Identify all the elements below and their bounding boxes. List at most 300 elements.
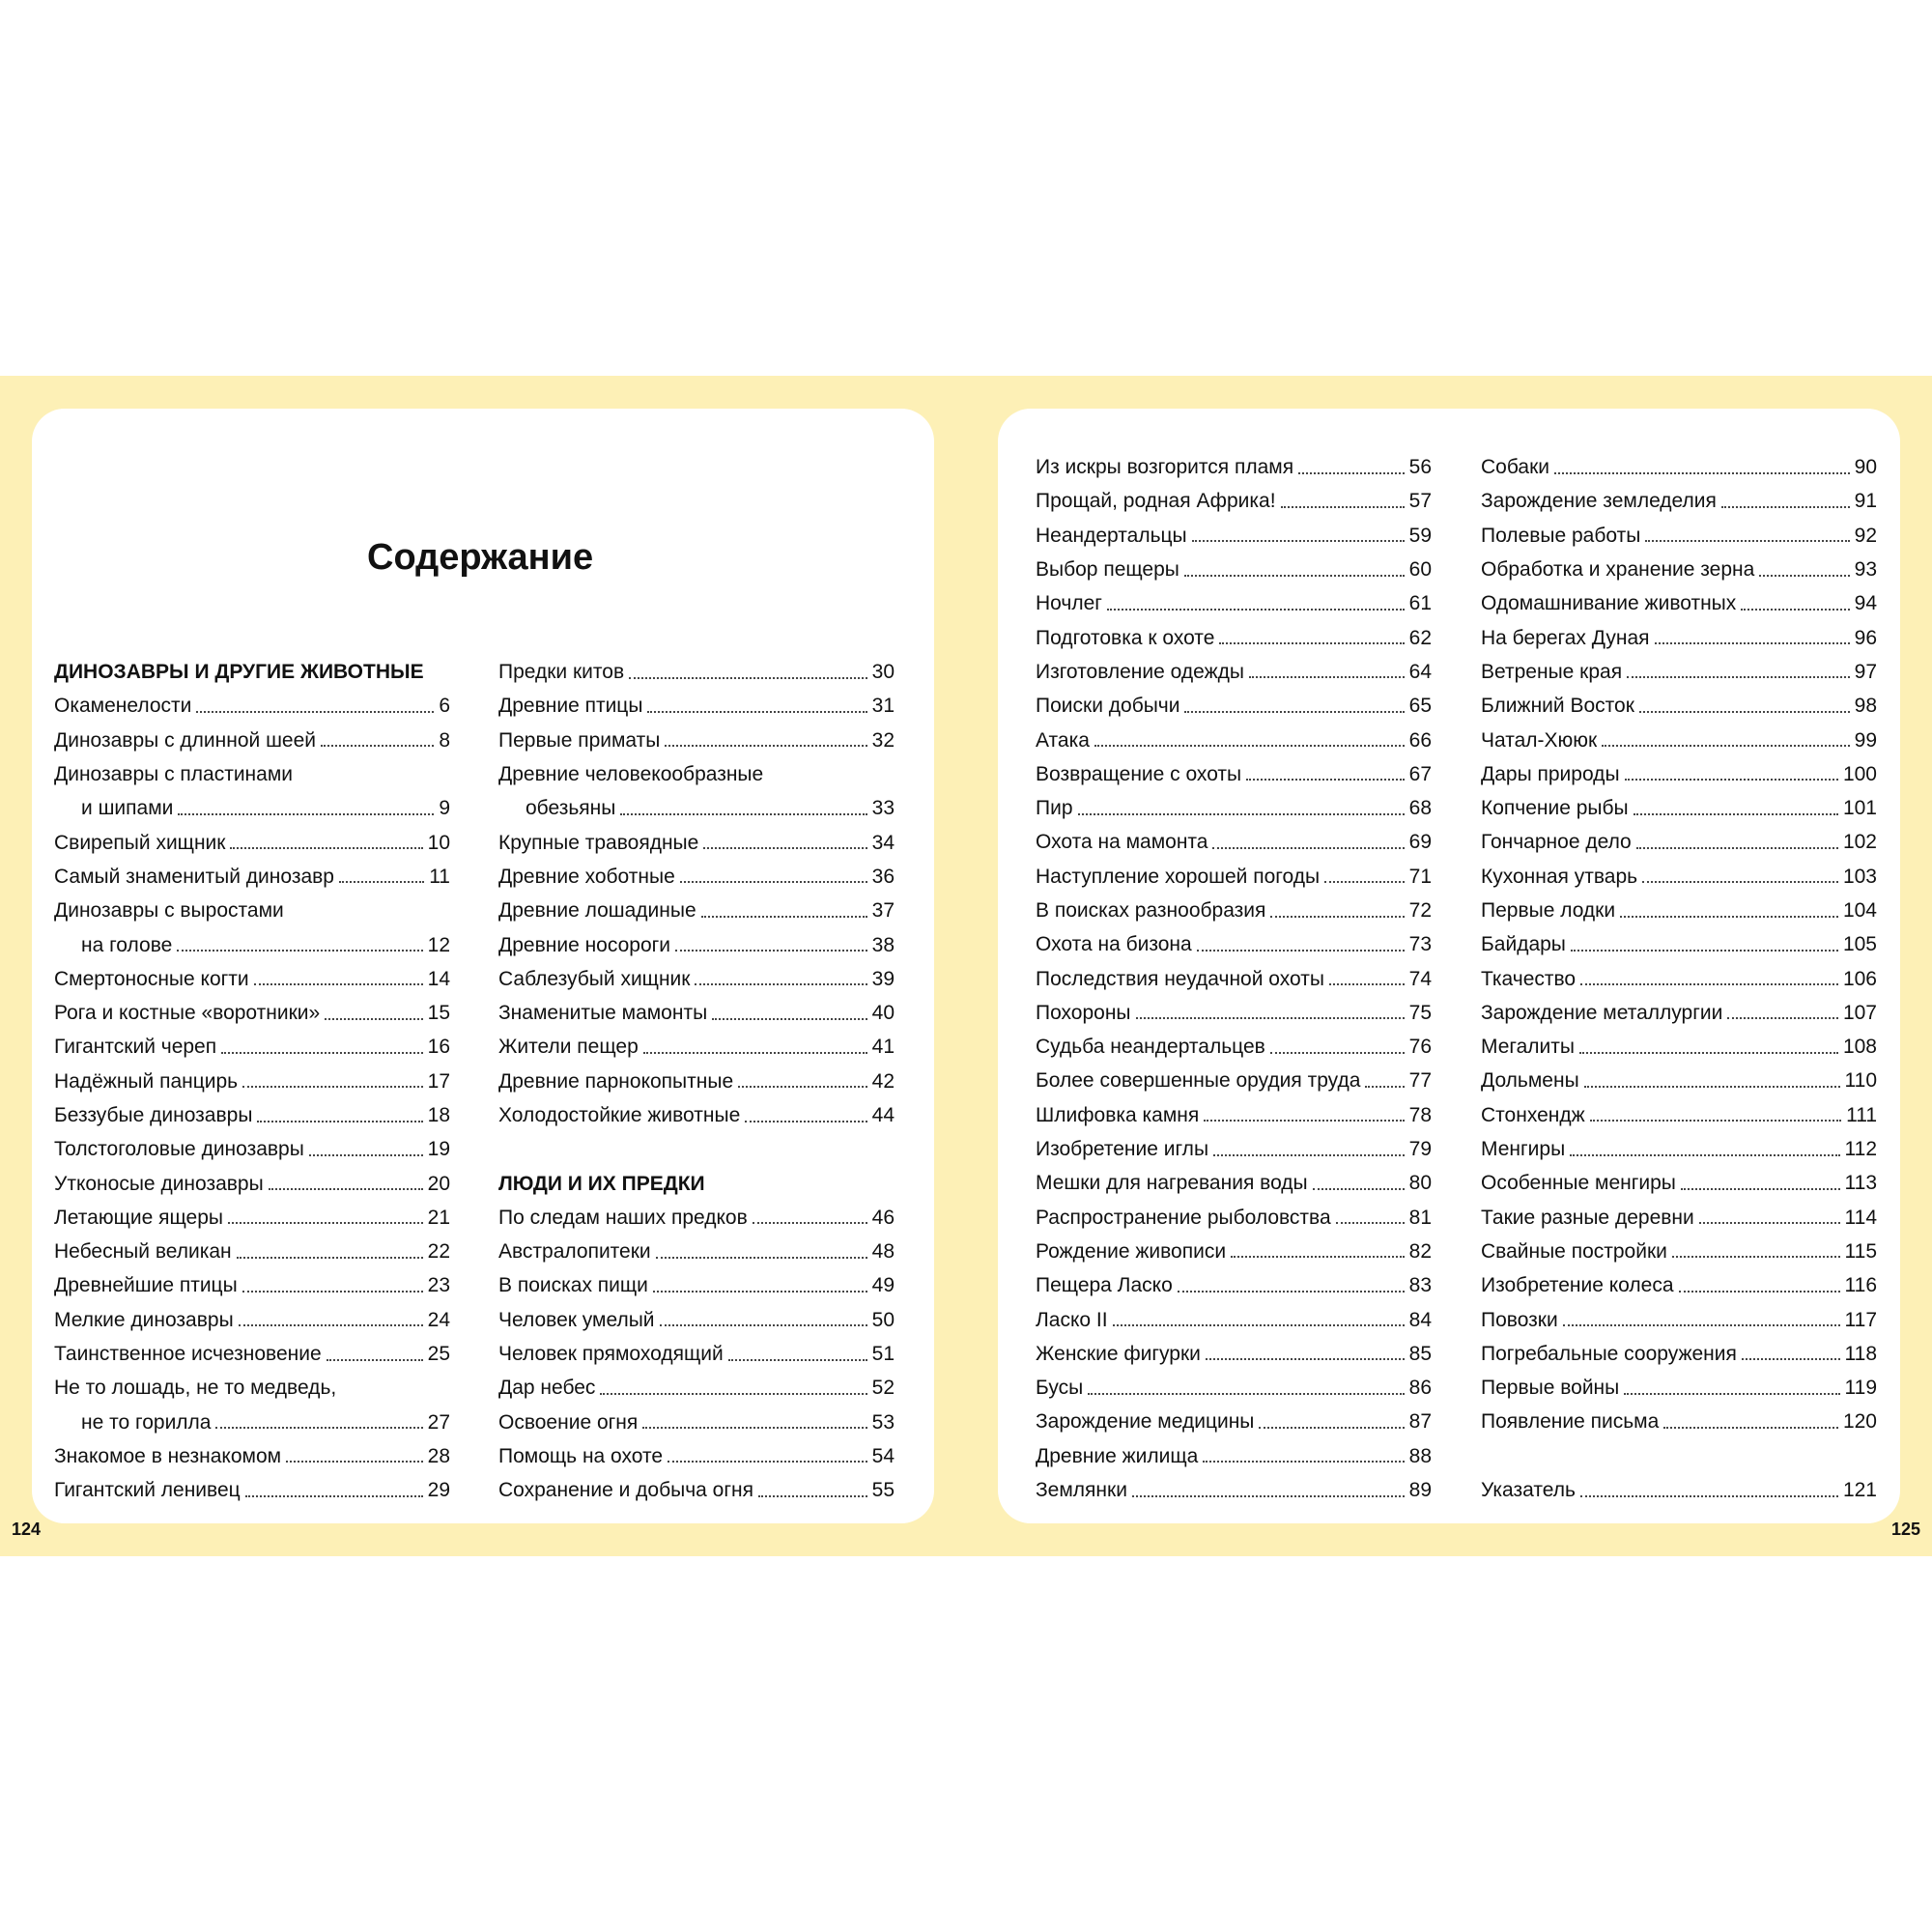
dot-leader xyxy=(1107,609,1405,611)
toc-entry xyxy=(1036,484,1432,518)
toc-entry-title: Повозки xyxy=(1481,1308,1558,1331)
dot-leader xyxy=(728,1359,867,1361)
dot-leader xyxy=(1639,711,1850,713)
toc-entry-title: Чатал-Хююк xyxy=(1481,728,1598,752)
dot-leader xyxy=(245,1495,423,1497)
toc-entry-title: Ночлег xyxy=(1036,592,1102,615)
page-title: Содержание xyxy=(367,537,594,578)
toc-entry-page: 20 xyxy=(427,1172,450,1195)
toc-entry-page: 64 xyxy=(1408,660,1432,683)
toc-entry-page: 12 xyxy=(427,933,450,956)
toc-entry-page: 9 xyxy=(439,797,450,820)
dot-leader xyxy=(215,1427,422,1429)
toc-entry-title: Прощай, родная Африка! xyxy=(1036,490,1276,513)
toc-entry xyxy=(54,1406,450,1439)
toc-entry-title: Надёжный панцирь xyxy=(54,1069,239,1093)
toc-entry xyxy=(498,996,895,1030)
dot-leader xyxy=(1721,506,1850,508)
toc-column-1 xyxy=(54,655,450,1507)
page-number-right: 125 xyxy=(1890,1520,1920,1539)
toc-entry-title: Древние птицы xyxy=(498,695,643,718)
toc-entry-page: 53 xyxy=(871,1410,895,1434)
toc-entry-title: Знаменитые мамонты xyxy=(498,1002,708,1025)
toc-entry-page: 23 xyxy=(427,1274,450,1297)
toc-entry-page: 94 xyxy=(1854,592,1877,615)
toc-entry-page: 110 xyxy=(1844,1069,1877,1093)
toc-entry-page: 121 xyxy=(1842,1479,1877,1502)
toc-entry-title: Гигантский череп xyxy=(54,1036,217,1059)
toc-entry-page: 24 xyxy=(427,1308,450,1331)
toc-entry-title: Дары природы xyxy=(1481,762,1620,785)
toc-entry xyxy=(1036,927,1432,961)
toc-entry-title: Атака xyxy=(1036,728,1090,752)
toc-entry-page: 99 xyxy=(1854,728,1877,752)
dot-leader xyxy=(629,677,867,679)
toc-entry-page: 107 xyxy=(1842,1001,1877,1024)
toc-entry xyxy=(498,791,895,825)
toc-entry-title: Древнейшие птицы xyxy=(54,1274,238,1297)
toc-entry xyxy=(1036,791,1432,825)
dot-leader xyxy=(286,1461,423,1463)
dot-leader xyxy=(701,916,867,918)
toc-entry-page: 57 xyxy=(1408,490,1432,513)
toc-entry-page: 46 xyxy=(871,1206,895,1229)
dot-leader xyxy=(1078,813,1405,815)
toc-entry xyxy=(1481,1132,1877,1166)
toc-entry-title: Динозавры с выростами xyxy=(54,899,284,923)
dot-leader xyxy=(1259,1427,1404,1429)
toc-entry xyxy=(1481,927,1877,961)
toc-entry xyxy=(498,1030,895,1064)
toc-entry-page: 90 xyxy=(1854,456,1877,479)
dot-leader xyxy=(1642,881,1838,883)
toc-entry-title: Зарождение земледелия xyxy=(1481,490,1717,513)
toc-entry-page: 101 xyxy=(1842,797,1877,820)
toc-entry xyxy=(54,1268,450,1302)
toc-entry-page: 119 xyxy=(1844,1377,1877,1400)
toc-entry xyxy=(1481,894,1877,927)
toc-entry-page: 60 xyxy=(1408,558,1432,582)
toc-entry xyxy=(54,1473,450,1507)
dot-leader xyxy=(1313,1188,1405,1190)
toc-entry xyxy=(1036,825,1432,859)
dot-leader xyxy=(1759,575,1849,577)
toc-entry xyxy=(54,791,450,825)
toc-entry xyxy=(1481,996,1877,1030)
toc-entry-page: 98 xyxy=(1854,695,1877,718)
toc-entry xyxy=(1481,961,1877,995)
toc-entry xyxy=(498,757,895,791)
toc-entry-title: Неандертальцы xyxy=(1036,524,1187,547)
dot-leader xyxy=(1580,983,1838,985)
toc-entry xyxy=(1036,450,1432,484)
dot-leader xyxy=(1136,1017,1405,1019)
toc-entry xyxy=(54,1065,450,1098)
toc-entry-title: Бусы xyxy=(1036,1377,1084,1400)
toc-entry-title: Пещера Ласко xyxy=(1036,1274,1173,1297)
toc-entry-page: 87 xyxy=(1408,1410,1432,1434)
toc-entry xyxy=(1036,519,1432,553)
toc-entry-page: 31 xyxy=(871,695,895,718)
toc-entry-page: 41 xyxy=(871,1036,895,1059)
dot-leader xyxy=(254,983,423,985)
toc-entry-title: По следам наших предков xyxy=(498,1206,748,1229)
dot-leader xyxy=(660,1324,867,1326)
dot-leader xyxy=(1655,642,1850,644)
toc-section-heading xyxy=(54,655,450,689)
toc-entry xyxy=(1036,894,1432,927)
toc-entry-title: Древние парнокопытные xyxy=(498,1069,734,1093)
dot-leader xyxy=(1281,506,1405,508)
toc-entry-title: Гончарное дело xyxy=(1481,831,1632,854)
toc-entry-page: 18 xyxy=(427,1104,450,1126)
dot-leader xyxy=(321,745,434,747)
toc-entry xyxy=(498,1439,895,1473)
toc-entry xyxy=(498,655,895,689)
toc-entry xyxy=(1036,961,1432,995)
toc-entry-page: 116 xyxy=(1844,1274,1877,1297)
toc-entry xyxy=(1036,757,1432,791)
toc-section-heading xyxy=(498,1166,895,1200)
toc-entry-page: 62 xyxy=(1408,626,1432,649)
toc-entry-page: 103 xyxy=(1842,865,1877,888)
dot-leader xyxy=(1270,1052,1405,1054)
toc-entry xyxy=(1036,1201,1432,1235)
toc-entry xyxy=(54,1201,450,1235)
dot-leader xyxy=(753,1222,867,1224)
dot-leader xyxy=(177,950,422,952)
toc-entry-page: 28 xyxy=(427,1444,450,1467)
toc-entry-page: 54 xyxy=(871,1444,895,1467)
toc-entry-title: Менгиры xyxy=(1481,1138,1566,1161)
toc-entry xyxy=(1481,1030,1877,1064)
toc-entry-title: Человек прямоходящий xyxy=(498,1343,724,1366)
toc-entry xyxy=(1481,484,1877,518)
toc-entry-title: Динозавры с пластинами xyxy=(54,763,293,786)
dot-leader xyxy=(1298,472,1405,474)
dot-leader xyxy=(695,983,867,985)
dot-leader xyxy=(665,745,867,747)
toc-entry-title: Стонхендж xyxy=(1481,1103,1585,1126)
toc-entry-page: 36 xyxy=(871,865,895,888)
toc-entry-page: 92 xyxy=(1854,524,1877,547)
toc-entry-title: Освоение огня xyxy=(498,1410,639,1434)
toc-entry-title: Дар небес xyxy=(498,1377,596,1400)
toc-entry-page: 30 xyxy=(871,661,895,684)
dot-leader xyxy=(230,847,422,849)
toc-entry xyxy=(54,894,450,927)
toc-entry-title: Крупные травоядные xyxy=(498,831,699,854)
toc-entry xyxy=(54,860,450,894)
dot-leader xyxy=(1570,1154,1839,1156)
toc-column-4 xyxy=(1481,450,1877,1507)
toc-entry-page: 10 xyxy=(427,831,450,854)
toc-entry xyxy=(1036,1030,1432,1064)
toc-entry xyxy=(1036,1235,1432,1268)
dot-leader xyxy=(1246,779,1405,781)
dot-leader xyxy=(675,950,867,952)
toc-entry-page: 17 xyxy=(427,1069,450,1093)
toc-entry xyxy=(1481,1405,1877,1438)
dot-leader xyxy=(1624,1393,1839,1395)
toc-entry-page: 51 xyxy=(871,1343,895,1366)
toc-entry-title: Гигантский ленивец xyxy=(54,1479,241,1502)
dot-leader xyxy=(1579,1052,1838,1054)
dot-leader xyxy=(1699,1222,1840,1224)
dot-leader xyxy=(1324,881,1405,883)
toc-entry xyxy=(1481,1235,1877,1268)
toc-entry-page: 83 xyxy=(1408,1274,1432,1297)
dot-leader xyxy=(758,1495,867,1497)
toc-entry-title: Таинственное исчезновение xyxy=(54,1343,322,1366)
dot-leader xyxy=(703,847,867,849)
toc-entry-title: Погребальные сооружения xyxy=(1481,1342,1737,1365)
toc-entry xyxy=(1481,620,1877,654)
toc-entry xyxy=(54,689,450,723)
toc-entry xyxy=(54,996,450,1030)
toc-entry-page: 115 xyxy=(1844,1239,1877,1263)
toc-column-3 xyxy=(1036,450,1432,1507)
toc-entry xyxy=(1036,1302,1432,1336)
section-heading-text: ДИНОЗАВРЫ И ДРУГИЕ ЖИВОТНЫЕ xyxy=(54,661,424,684)
toc-entry-title: Мелкие динозавры xyxy=(54,1308,234,1331)
toc-entry-title: Древние человекообразные xyxy=(498,763,764,786)
dot-leader xyxy=(228,1222,423,1224)
toc-entry-title: Судьба неандертальцев xyxy=(1036,1036,1265,1059)
toc-entry-page: 65 xyxy=(1408,695,1432,718)
toc-entry-page: 29 xyxy=(427,1479,450,1502)
toc-entry-title: Изготовление одежды xyxy=(1036,660,1244,683)
dot-leader xyxy=(221,1052,423,1054)
toc-entry-page: 22 xyxy=(427,1240,450,1264)
toc-entry-page: 72 xyxy=(1408,899,1432,922)
toc-entry-title: Древние жилища xyxy=(1036,1444,1199,1467)
toc-entry-title: Похороны xyxy=(1036,1001,1131,1024)
toc-entry-title: Рождение живописи xyxy=(1036,1239,1227,1263)
toc-entry-title: Из искры возгорится пламя xyxy=(1036,456,1294,479)
toc-entry xyxy=(1036,1166,1432,1200)
toc-entry-title: Шлифовка камня xyxy=(1036,1103,1200,1126)
dot-leader xyxy=(1204,1120,1404,1122)
toc-entry-title: Мешки для нагревания воды xyxy=(1036,1172,1308,1195)
toc-entry-page: 73 xyxy=(1408,933,1432,956)
toc-entry-page: 102 xyxy=(1842,831,1877,854)
toc-entry xyxy=(1036,996,1432,1030)
toc-entry xyxy=(1036,723,1432,756)
toc-entry xyxy=(54,724,450,757)
toc-entry-page: 56 xyxy=(1408,456,1432,479)
dot-leader xyxy=(1197,950,1405,952)
dot-leader xyxy=(1727,1017,1838,1019)
toc-entry xyxy=(498,825,895,859)
dot-leader xyxy=(178,813,434,815)
toc-entry-title: на голове xyxy=(81,933,173,956)
toc-entry xyxy=(54,962,450,996)
dot-leader xyxy=(1113,1324,1405,1326)
toc-entry xyxy=(498,1303,895,1337)
dot-leader xyxy=(242,1086,423,1088)
toc-entry-title: Не то лошадь, не то медведь, xyxy=(54,1377,337,1400)
toc-entry-page: 82 xyxy=(1408,1239,1432,1263)
toc-entry xyxy=(54,1098,450,1132)
toc-entry xyxy=(1036,1132,1432,1166)
dot-leader xyxy=(1681,1188,1840,1190)
toc-entry xyxy=(1481,586,1877,620)
toc-entry xyxy=(1481,1064,1877,1097)
toc-entry-page: 8 xyxy=(439,728,450,752)
toc-entry-page: 120 xyxy=(1842,1410,1877,1434)
toc-entry-title: Помощь на охоте xyxy=(498,1444,664,1467)
toc-entry-title: Такие разные деревни xyxy=(1481,1206,1694,1229)
toc-entry-title: Смертоносные когти xyxy=(54,967,249,990)
toc-entry-page: 15 xyxy=(427,1002,450,1025)
toc-entry xyxy=(1481,1201,1877,1235)
toc-entry xyxy=(1036,1098,1432,1132)
page-number-left: 124 xyxy=(12,1520,42,1539)
toc-entry-page: 84 xyxy=(1408,1308,1432,1331)
toc-entry xyxy=(1481,1473,1877,1507)
toc-entry-title: Холодостойкие животные xyxy=(498,1104,741,1126)
toc-entry xyxy=(1036,1405,1432,1438)
dot-leader xyxy=(1627,676,1850,678)
dot-leader xyxy=(1206,1358,1405,1360)
dot-leader xyxy=(1184,575,1405,577)
toc-entry-title: Последствия неудачной охоты xyxy=(1036,967,1324,990)
toc-entry-title: Особенные менгиры xyxy=(1481,1172,1676,1195)
dot-leader xyxy=(1336,1222,1405,1224)
dot-leader xyxy=(1365,1086,1404,1088)
dot-leader xyxy=(242,1291,423,1293)
toc-entry xyxy=(498,1406,895,1439)
dot-leader xyxy=(1554,472,1850,474)
toc-spacer xyxy=(498,1132,895,1166)
toc-entry-title: Одомашнивание животных xyxy=(1481,592,1737,615)
toc-entry-title: Первые приматы xyxy=(498,728,661,752)
dot-leader xyxy=(1571,950,1838,952)
toc-entry xyxy=(1481,1268,1877,1302)
section-heading-text: ЛЮДИ И ИХ ПРЕДКИ xyxy=(498,1172,705,1195)
toc-entry-page: 89 xyxy=(1408,1479,1432,1502)
toc-entry xyxy=(54,927,450,961)
toc-entry-page: 74 xyxy=(1408,967,1432,990)
toc-entry-page: 34 xyxy=(871,831,895,854)
toc-entry xyxy=(498,1371,895,1405)
toc-entry-title: Древние хоботные xyxy=(498,865,675,888)
dot-leader xyxy=(1231,1256,1405,1258)
toc-entry-title: Поиски добычи xyxy=(1036,695,1180,718)
toc-entry-page: 114 xyxy=(1844,1206,1877,1229)
toc-entry-title: Обработка и хранение зерна xyxy=(1481,558,1755,582)
toc-entry-page: 14 xyxy=(427,967,450,990)
toc-entry-title: Более совершенные орудия труда xyxy=(1036,1069,1361,1093)
toc-entry-title: Землянки xyxy=(1036,1479,1127,1502)
toc-entry-page: 91 xyxy=(1854,490,1877,513)
toc-entry-title: Свайные постройки xyxy=(1481,1239,1667,1263)
toc-entry-page: 100 xyxy=(1842,762,1877,785)
toc-entry-page: 104 xyxy=(1842,899,1877,922)
dot-leader xyxy=(668,1461,867,1463)
toc-entry xyxy=(498,860,895,894)
toc-entry-title: Первые войны xyxy=(1481,1377,1620,1400)
dot-leader xyxy=(1584,1086,1840,1088)
toc-entry xyxy=(1036,1064,1432,1097)
toc-entry-page: 108 xyxy=(1842,1036,1877,1059)
toc-entry xyxy=(1036,620,1432,654)
dot-leader xyxy=(1620,916,1838,918)
dot-leader xyxy=(1672,1256,1840,1258)
toc-entry-page: 33 xyxy=(871,797,895,820)
dot-leader xyxy=(1270,916,1404,918)
toc-entry-page: 52 xyxy=(871,1377,895,1400)
dot-leader xyxy=(339,881,424,883)
toc-entry xyxy=(1481,519,1877,553)
toc-entry-page: 21 xyxy=(427,1206,450,1229)
toc-entry xyxy=(1481,1302,1877,1336)
toc-entry xyxy=(1036,689,1432,723)
toc-entry-page: 42 xyxy=(871,1069,895,1093)
toc-entry-title: Окаменелости xyxy=(54,695,192,718)
toc-entry xyxy=(498,1268,895,1302)
toc-entry-title: Байдары xyxy=(1481,933,1566,956)
toc-entry-title: Пир xyxy=(1036,797,1073,820)
toc-entry-title: Собаки xyxy=(1481,456,1549,479)
dot-leader xyxy=(1663,1427,1838,1429)
dot-leader xyxy=(1192,540,1405,542)
toc-entry-page: 32 xyxy=(871,728,895,752)
toc-entry-page: 61 xyxy=(1408,592,1432,615)
toc-entry-title: В поисках пищи xyxy=(498,1274,648,1297)
toc-entry-page: 50 xyxy=(871,1308,895,1331)
toc-entry-page: 79 xyxy=(1408,1138,1432,1161)
toc-entry-page: 85 xyxy=(1408,1342,1432,1365)
toc-entry xyxy=(1036,860,1432,894)
toc-entry xyxy=(1481,825,1877,859)
toc-entry-page: 49 xyxy=(871,1274,895,1297)
toc-entry-page: 112 xyxy=(1844,1138,1877,1161)
toc-entry xyxy=(1481,1166,1877,1200)
toc-entry xyxy=(54,1439,450,1473)
toc-entry xyxy=(1481,860,1877,894)
toc-entry xyxy=(54,1371,450,1405)
toc-entry-page: 69 xyxy=(1408,831,1432,854)
toc-entry-page: 38 xyxy=(871,933,895,956)
toc-entry-page: 106 xyxy=(1842,967,1877,990)
toc-entry-page: 111 xyxy=(1846,1103,1877,1126)
toc-entry-page: 86 xyxy=(1408,1377,1432,1400)
toc-entry-page: 44 xyxy=(871,1104,895,1126)
toc-entry-title: Рога и костные «воротники» xyxy=(54,1002,321,1025)
toc-entry xyxy=(54,1235,450,1268)
toc-entry-title: Знакомое в незнакомом xyxy=(54,1444,282,1467)
toc-entry-title: Указатель xyxy=(1481,1479,1576,1502)
toc-entry-title: Охота на мамонта xyxy=(1036,831,1208,854)
toc-entry-title: Древние носороги xyxy=(498,933,671,956)
dot-leader xyxy=(325,1018,422,1020)
dot-leader xyxy=(1203,1461,1404,1463)
toc-entry-title: Летающие ящеры xyxy=(54,1206,223,1229)
toc-entry xyxy=(1481,450,1877,484)
toc-entry-page: 97 xyxy=(1854,660,1877,683)
dot-leader xyxy=(738,1086,867,1088)
toc-entry xyxy=(1036,586,1432,620)
dot-leader xyxy=(1636,847,1838,849)
dot-leader xyxy=(239,1324,423,1326)
toc-entry-title: Изобретение иглы xyxy=(1036,1138,1209,1161)
toc-entry-title: Первые лодки xyxy=(1481,899,1616,922)
toc-entry-title: Выбор пещеры xyxy=(1036,558,1179,582)
toc-entry-title: Охота на бизона xyxy=(1036,933,1192,956)
toc-entry-page: 27 xyxy=(427,1410,450,1434)
